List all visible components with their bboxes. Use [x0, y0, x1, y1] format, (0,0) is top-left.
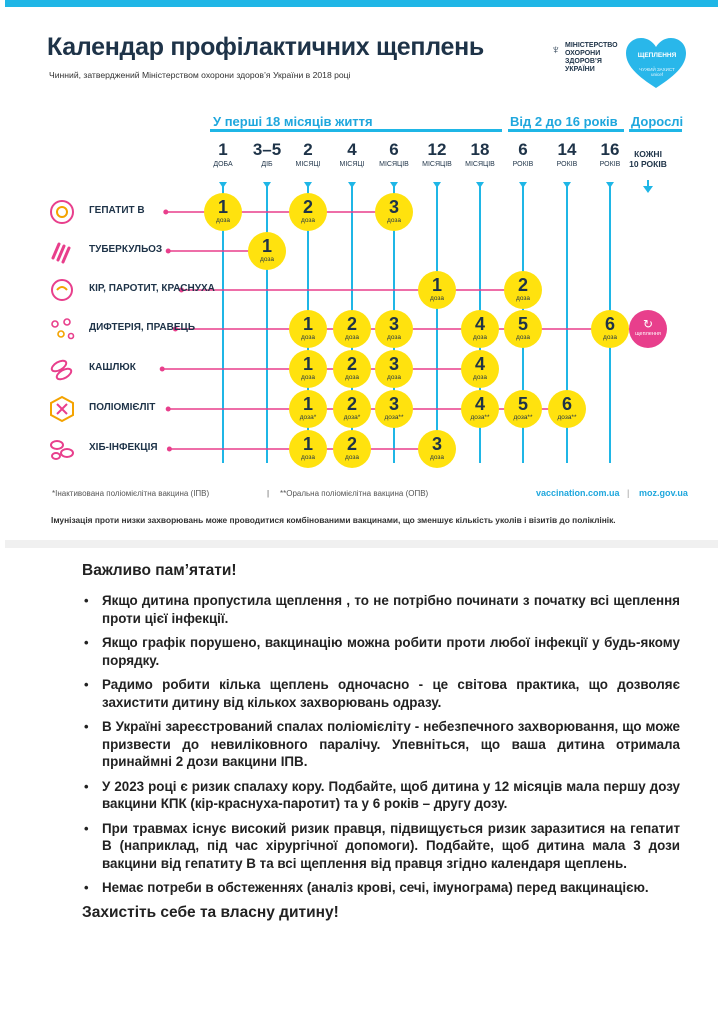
- dose-number: 2: [346, 394, 357, 414]
- bullet-icon: •: [84, 820, 89, 836]
- footnote-separator: |: [267, 489, 270, 498]
- closing-line: Захистіть себе та власну дитину!: [82, 903, 339, 921]
- bullet-icon: •: [84, 593, 89, 608]
- dose-marker: [333, 430, 371, 468]
- dose-number: 1: [302, 434, 313, 454]
- reminder-item: [80, 820, 680, 873]
- age-number: 18: [470, 140, 490, 159]
- dose-number: 2: [346, 434, 357, 454]
- dose-number: 5: [517, 394, 528, 414]
- dose-label: доза: [387, 217, 401, 224]
- age-number: КОЖНІ: [634, 149, 662, 159]
- dose-marker: [461, 390, 499, 428]
- dose-marker: [375, 390, 413, 428]
- dose-number: 1: [261, 236, 272, 256]
- age-column-arrow: [348, 182, 356, 188]
- dose-marker: [289, 310, 327, 348]
- disease-name: КАШЛЮК: [89, 362, 136, 373]
- dose-label: доза: [216, 217, 230, 224]
- dose-marker: [375, 193, 413, 231]
- vaccination-calendar-poster: [5, 0, 718, 548]
- ministry-name: МІНІСТЕРСТВО ОХОРОНИ ЗДОРОВ’Я УКРАЇНИ: [565, 42, 618, 73]
- period-adults: Дорослі: [631, 114, 684, 129]
- age-column-arrow: [304, 182, 312, 188]
- diphtheria-bacteria-icon: [47, 314, 77, 344]
- reminder-item: [80, 634, 680, 669]
- dose-number: 1: [302, 354, 313, 374]
- heart-logo-label: ЩЕПЛЕННЯ: [637, 52, 677, 59]
- dose-marker: [418, 271, 456, 309]
- age-column-arrow: [219, 182, 227, 188]
- reminder-heading: Важливо пам’ятати!: [82, 562, 237, 579]
- dose-label: доза*: [343, 414, 361, 421]
- schedule-grid: [5, 0, 718, 548]
- adult-column-arrow: [643, 186, 653, 193]
- polio-virus-icon: [47, 394, 77, 424]
- period-2-to-16-years: Від 2 до 16 років: [510, 114, 618, 129]
- reminder-item: [80, 592, 680, 627]
- hib-bacteria-icon: [47, 434, 77, 464]
- dose-number: 4: [474, 394, 485, 414]
- measles-virus-icon: [47, 275, 77, 305]
- age-column-arrow: [390, 182, 398, 188]
- bullet-icon: •: [84, 778, 89, 794]
- poster-title: Календар профілактичних щеплень: [47, 33, 484, 61]
- dose-label: доза: [603, 334, 617, 341]
- link-vaccination-com-ua[interactable]: vaccination.com.ua: [536, 488, 620, 498]
- trident-icon: ♆: [551, 42, 561, 57]
- poster-bottom-band: [5, 540, 718, 548]
- dose-number: 1: [217, 197, 228, 217]
- dose-label: доза: [301, 374, 315, 381]
- age-unit: ДОБА: [213, 161, 233, 168]
- dose-number: 2: [302, 197, 313, 217]
- disease-name: ПОЛІОМІЄЛІТ: [89, 402, 156, 413]
- dose-label: доза: [345, 374, 359, 381]
- age-unit: МІСЯЦІВ: [379, 161, 409, 168]
- dose-marker: [375, 350, 413, 388]
- booster-label: щеплення: [635, 331, 661, 337]
- age-number: 3–5: [252, 140, 282, 159]
- tuberculosis-bacteria-icon: [47, 236, 77, 266]
- reminder-text: Радимо робити кілька щеплень одночасно - це світова практика, що дозволяє захистити дитину від кількох захворювань одразу.: [102, 677, 680, 710]
- age-column-arrow: [263, 182, 271, 188]
- dose-number: 6: [561, 394, 572, 414]
- poster-subtitle: Чинний, затверджений Міністерством охорони здоров’я України в 2018 році: [49, 70, 351, 80]
- age-unit: РОКІВ: [556, 161, 578, 168]
- dose-marker: [375, 310, 413, 348]
- age-unit: МІСЯЦІ: [295, 161, 321, 168]
- reminder-text: Якщо дитина пропустила щеплення , то не потрібно починати з початку всі щеплення проти цієї інфекції.: [102, 593, 680, 626]
- dose-marker: [333, 390, 371, 428]
- adult-booster-marker: [629, 310, 667, 348]
- reminder-item: [80, 676, 680, 711]
- reminder-list: [80, 592, 680, 897]
- dose-marker: [461, 350, 499, 388]
- dose-marker: [504, 271, 542, 309]
- pertussis-bacteria-icon: [47, 354, 77, 384]
- age-column-arrow: [606, 182, 614, 188]
- disease-timeline-start: [166, 249, 171, 254]
- combined-vaccine-note: Імунізація проти низки захворювань може проводитися комбінованими вакцинами, що зменшує кількість уколів і візитів до поліклінік.: [51, 515, 616, 525]
- reminder-section: [80, 562, 680, 922]
- disease-name: ТУБЕРКУЛЬОЗ: [89, 244, 163, 255]
- age-column-arrow: [433, 182, 441, 188]
- dose-label: доза: [387, 374, 401, 381]
- dose-marker: [504, 310, 542, 348]
- dose-number: 1: [302, 314, 313, 334]
- bullet-icon: •: [84, 635, 89, 650]
- age-unit: МІСЯЦІ: [339, 161, 365, 168]
- dose-number: 3: [388, 354, 399, 374]
- dose-marker: [418, 430, 456, 468]
- footnote-opv: **Оральна поліомієлітна вакцина (ОПВ): [280, 489, 429, 498]
- dose-number: 5: [517, 314, 528, 334]
- dose-marker: [289, 430, 327, 468]
- dose-label: доза**: [384, 414, 404, 421]
- dose-label: доза: [301, 454, 315, 461]
- reminder-text: Немає потреби в обстеженнях (аналіз крові, сечі, імунограма) перед вакцинацією.: [102, 880, 649, 895]
- disease-name: ХІБ-ІНФЕКЦІЯ: [89, 442, 158, 453]
- dose-marker: [461, 310, 499, 348]
- dose-label: доза**: [513, 414, 533, 421]
- disease-name: ДИФТЕРІЯ, ПРАВЕЦЬ: [89, 322, 196, 333]
- dose-number: 4: [474, 354, 485, 374]
- bullet-icon: •: [84, 677, 89, 692]
- dose-number: 3: [388, 197, 399, 217]
- dose-label: доза: [387, 334, 401, 341]
- dose-number: 3: [388, 314, 399, 334]
- heart-logo-sub: ЧУЖИЙ ЗАХИСТ unicef: [639, 67, 675, 77]
- age-unit: РОКІВ: [512, 161, 534, 168]
- dose-label: доза: [345, 334, 359, 341]
- age-column-arrow: [476, 182, 484, 188]
- dose-marker: [204, 193, 242, 231]
- dose-number: 1: [302, 394, 313, 414]
- bullet-icon: •: [84, 880, 89, 895]
- dose-marker: [548, 390, 586, 428]
- dose-number: 4: [474, 314, 485, 334]
- dose-number: 3: [431, 434, 442, 454]
- dose-label: доза: [516, 334, 530, 341]
- dose-number: 2: [346, 354, 357, 374]
- age-number: 14: [557, 140, 577, 159]
- dose-marker: [333, 350, 371, 388]
- age-unit: МІСЯЦІВ: [422, 161, 452, 168]
- age-number: 6: [518, 140, 528, 159]
- dose-number: 6: [604, 314, 615, 334]
- booster-icon: ↻: [642, 317, 654, 331]
- dose-number: 3: [388, 394, 399, 414]
- dose-marker: [248, 232, 286, 270]
- dose-label: доза: [345, 454, 359, 461]
- dose-label: доза*: [299, 414, 317, 421]
- dose-label: доза: [473, 334, 487, 341]
- disease-timeline-start: [167, 447, 172, 452]
- age-number: 12: [427, 140, 447, 159]
- dose-label: доза: [301, 334, 315, 341]
- disease-timeline-start: [160, 367, 165, 372]
- reminder-item: [80, 879, 680, 897]
- dose-label: доза**: [557, 414, 577, 421]
- dose-number: 2: [517, 275, 528, 295]
- age-column-arrow: [563, 182, 571, 188]
- dose-number: 1: [431, 275, 442, 295]
- dose-marker: [591, 310, 629, 348]
- dose-label: доза: [430, 295, 444, 302]
- reminder-text: Якщо графік порушено, вакцинацію можна робити проти любої інфекції у будь-якому порядку.: [102, 635, 680, 668]
- disease-name: КІР, ПАРОТИТ, КРАСНУХА: [89, 283, 215, 294]
- age-unit: ДІБ: [261, 161, 273, 168]
- age-column-arrow: [519, 182, 527, 188]
- reminder-text: У 2023 році є ризик спалаху кору. Подбайте, щоб дитина у 12 місяців мала першу дозу вакцини КПК (кір-краснуха-паротит) та у 6 років – другу дозу.: [102, 778, 680, 811]
- dose-label: доза: [473, 374, 487, 381]
- disease-name: ГЕПАТИТ В: [89, 205, 145, 216]
- age-number: 4: [347, 140, 357, 159]
- dose-label: доза**: [470, 414, 490, 421]
- dose-marker: [333, 310, 371, 348]
- reminder-item: [80, 778, 680, 813]
- dose-marker: [504, 390, 542, 428]
- footnote-ipv: *Інактивована поліомієлітна вакцина (ІПВ): [52, 489, 210, 498]
- bullet-icon: •: [84, 719, 89, 734]
- disease-timeline-start: [166, 407, 171, 412]
- dose-label: доза: [260, 256, 274, 263]
- age-unit: РОКІВ: [599, 161, 621, 168]
- disease-timeline-start: [163, 210, 168, 215]
- reminder-text: В Україні зареєстрований спалах поліомієліту - небезпечного захворювання, що може призвести до невиліковного паралічу. Упевніться, що ваша дитина отримала принаймні 2 дози вакцини ІПВ.: [102, 719, 680, 769]
- age-unit: 10 РОКІВ: [629, 159, 667, 169]
- dose-marker: [289, 193, 327, 231]
- age-number: 16: [600, 140, 620, 159]
- dose-marker: [289, 390, 327, 428]
- link-moz-gov-ua[interactable]: moz.gov.ua: [639, 488, 688, 498]
- dose-number: 2: [346, 314, 357, 334]
- age-number: 1: [218, 140, 228, 159]
- reminder-item: [80, 718, 680, 771]
- site-separator: |: [627, 488, 630, 498]
- hepatitis-b-virus-icon: [47, 197, 77, 227]
- reminder-text: При травмах існує високий ризик правця, підвищується ризик заразитися на гепатит В (наприклад, під час хірургічної допомоги). Подбайте, щоб дитина мала 3 дози вакцини від гепатиту В та всі щеплення від правця згідно календаря щеплень.: [102, 820, 680, 871]
- dose-label: доза: [516, 295, 530, 302]
- period-first-18-months: У перші 18 місяців життя: [213, 114, 373, 129]
- dose-label: доза: [430, 454, 444, 461]
- dose-marker: [289, 350, 327, 388]
- age-unit: МІСЯЦІВ: [465, 161, 495, 168]
- age-number: 6: [389, 140, 399, 159]
- age-number: 2: [303, 140, 313, 159]
- dose-label: доза: [301, 217, 315, 224]
